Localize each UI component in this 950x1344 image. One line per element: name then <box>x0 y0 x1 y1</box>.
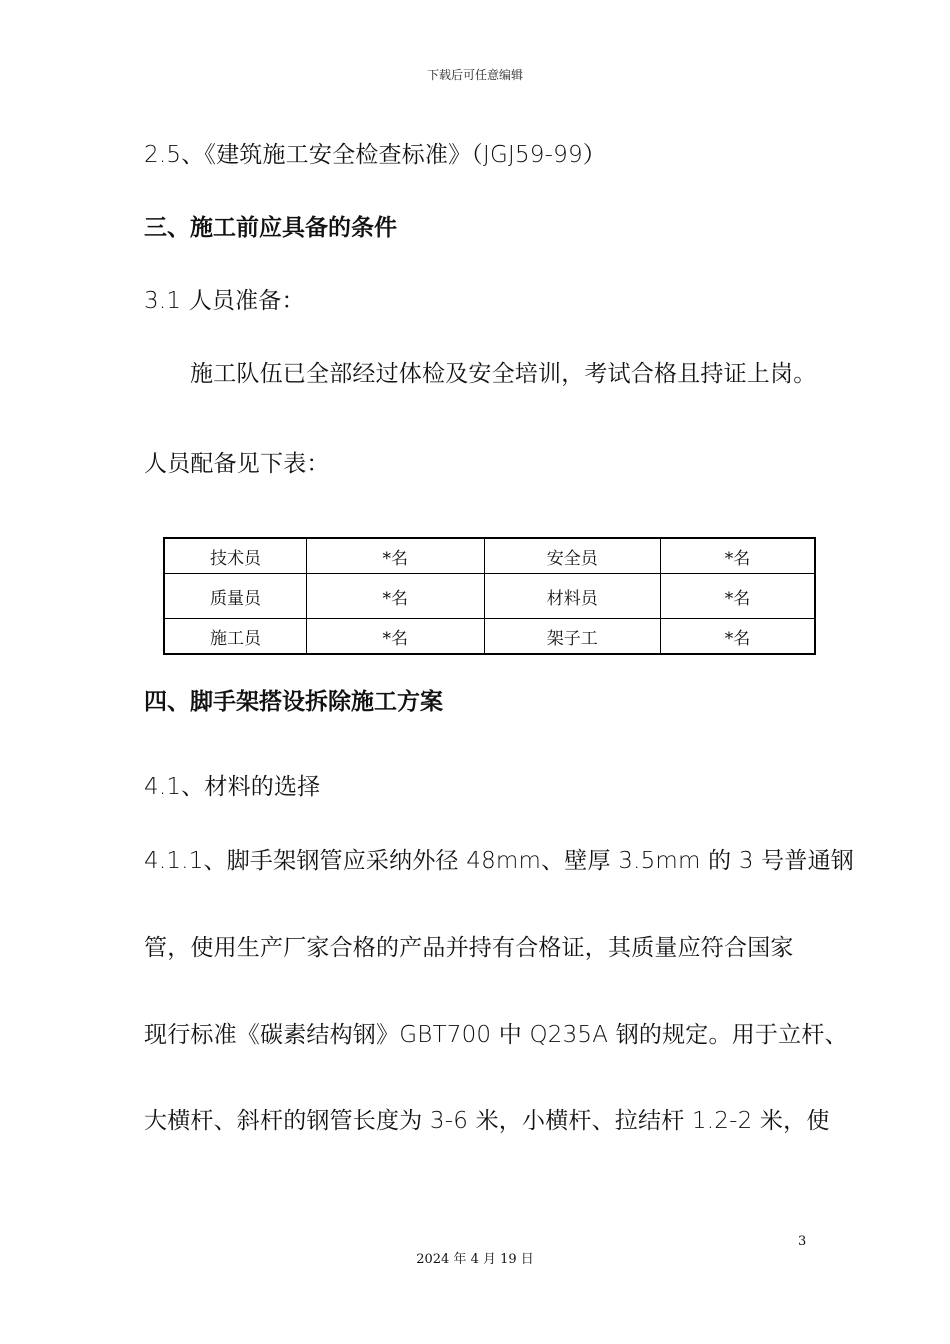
subsection-3-1-body: 施工队伍已全部经过体检及安全培训，考试合格且持证上岗。 <box>190 361 817 387</box>
table-cell: 安全员 <box>484 538 660 574</box>
table-cell: *名 <box>660 538 815 574</box>
paragraph-4-1-1-line-4: 大横杆、斜杆的钢管长度为 3-6 米，小横杆、拉结杆 1.2-2 米，使 <box>144 1108 830 1134</box>
table-row <box>164 574 815 619</box>
table-row <box>164 538 815 574</box>
table-cell: 质量员 <box>164 574 307 619</box>
paragraph-4-1-1-line-2: 管，使用生产厂家合格的产品并持有合格证，其质量应符合国家 <box>144 935 794 961</box>
table-row <box>164 619 815 655</box>
table-cell: 架子工 <box>484 619 660 655</box>
table-cell: *名 <box>307 619 484 655</box>
table-cell: *名 <box>660 574 815 619</box>
table-cell: 技术员 <box>164 538 307 574</box>
page-header: 下载后可任意编辑 <box>426 68 523 82</box>
table-cell: *名 <box>660 619 815 655</box>
paragraph-4-1-1-line-1: 4.1.1、脚手架钢管应采纳外径 48mm、壁厚 3.5mm 的 3 号普通钢 <box>144 848 854 874</box>
table-cell: 施工员 <box>164 619 307 655</box>
table-cell: 材料员 <box>484 574 660 619</box>
footer-date: 2024 年 4 月 19 日 <box>416 1252 534 1267</box>
section-heading-3: 三、施工前应具备的条件 <box>144 215 397 241</box>
table-cell: *名 <box>307 538 484 574</box>
subsection-4-1-title: 4.1、材料的选择 <box>144 774 321 800</box>
subsection-3-1-title: 3.1 人员准备： <box>144 288 305 314</box>
table-intro: 人员配备见下表： <box>144 451 330 477</box>
paragraph-4-1-1-line-3: 现行标准《碳素结构钢》GBT700 中 Q235A 钢的规定。用于立杆、 <box>144 1022 848 1048</box>
section-heading-4: 四、脚手架搭设拆除施工方案 <box>144 689 443 715</box>
table-cell: *名 <box>307 574 484 619</box>
staff-table <box>163 537 816 655</box>
page-number: 3 <box>798 1234 807 1249</box>
reference-standard-2-5: 2.5、《建筑施工安全检查标准》（JGJ59-99） <box>144 142 606 168</box>
